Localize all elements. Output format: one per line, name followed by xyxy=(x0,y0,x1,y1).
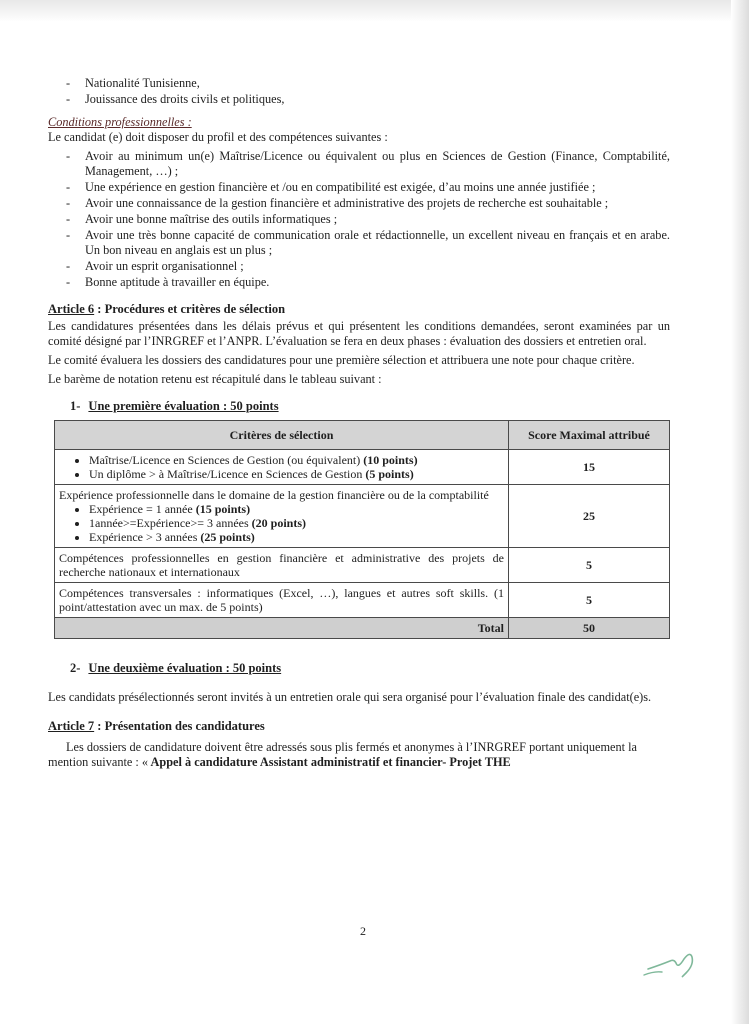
handwritten-initials-icon xyxy=(640,945,704,985)
score-cell: 25 xyxy=(509,485,670,548)
document-page xyxy=(48,76,670,774)
first-evaluation-title xyxy=(70,399,670,414)
second-evaluation-label: Une deuxième évaluation : 50 points xyxy=(88,661,282,675)
criteria-intro: Expérience professionnelle dans le domaine de la gestion financière ou de la comptabilité xyxy=(59,488,489,502)
second-evaluation-number: 2- xyxy=(70,661,81,675)
list-item: - Une expérience en gestion financière et /ou en compatibilité est exigée, d’au moins une année justifiée ; xyxy=(48,180,670,195)
article-6-label: Article 6 xyxy=(48,302,95,316)
article-6-paragraph-2: Le comité évaluera les dossiers des candidatures pour une première sélection et attribuera une note pour chaque critère. xyxy=(48,353,635,367)
table-row xyxy=(55,548,670,583)
professional-intro: Le candidat (e) doit disposer du profil et des compétences suivantes : xyxy=(48,130,388,144)
total-value: 50 xyxy=(509,618,670,639)
professional-requirements-list xyxy=(48,149,670,290)
criteria-cell xyxy=(55,450,509,485)
table-row xyxy=(55,583,670,618)
criteria-cell xyxy=(55,485,509,548)
selection-criteria-table xyxy=(54,420,670,639)
criteria-bullet: • 1année>=Expérience>= 3 années (20 points) xyxy=(89,516,504,530)
first-evaluation-label: Une première évaluation : 50 points xyxy=(88,399,279,413)
page-number: 2 xyxy=(360,924,366,938)
professional-conditions-heading: Conditions professionnelles : xyxy=(48,115,192,129)
article-6-title: : Procédures et critères de sélection xyxy=(94,302,286,316)
score-cell: 5 xyxy=(509,583,670,618)
total-label: Total xyxy=(55,618,509,639)
first-evaluation-number: 1- xyxy=(70,399,81,413)
table-header-row xyxy=(55,421,670,450)
list-item: - Avoir un esprit organisationnel ; xyxy=(48,259,670,274)
table-row xyxy=(55,485,670,548)
eligibility-list xyxy=(48,76,670,107)
article-7-title: : Présentation des candidatures xyxy=(94,719,265,733)
criteria-bullets xyxy=(59,453,504,481)
article-7-text: Les dossiers de candidature doivent être adressés sous plis fermés et anonymes à l’INRGREF portant uniquement la mention suivante : « Appel à candidature Assistant administratif et financier- Projet THE xyxy=(48,740,637,769)
table-row xyxy=(55,450,670,485)
list-item: - Avoir une très bonne capacité de communication orale et rédactionnelle, un excellent niveau en français et en arabe. Un bon niveau en anglais est un plus ; xyxy=(48,228,670,258)
list-item: - Nationalité Tunisienne, xyxy=(48,76,670,91)
score-cell: 15 xyxy=(509,450,670,485)
article-6-paragraph-1: Les candidatures présentées dans les délais prévus et qui présentent les conditions demandées, seront examinées par un comité désigné par l’INRGREF et l’ANPR. L’évaluation se fera en deux phases : évaluation des dossiers et entretien oral. xyxy=(48,319,670,348)
article-6-heading xyxy=(48,302,670,317)
criteria-bullet: • Maîtrise/Licence en Sciences de Gestion (ou équivalent) (10 points) xyxy=(89,453,504,467)
second-evaluation-text: Les candidats présélectionnés seront invités à un entretien orale qui sera organisé pour l’évaluation finale des candidat(e)s. xyxy=(48,690,652,704)
criteria-bullet: • Expérience = 1 année (15 points) xyxy=(89,502,504,516)
list-item: - Jouissance des droits civils et politiques, xyxy=(48,92,670,107)
criteria-bullet: • Expérience > 3 années (25 points) xyxy=(89,530,504,544)
list-item: - Bonne aptitude à travailler en équipe. xyxy=(48,275,670,290)
second-evaluation-title xyxy=(70,661,670,676)
score-cell: 5 xyxy=(509,548,670,583)
criteria-cell: Compétences professionnelles en gestion financière et administrative des projets de recherche nationaux et internationaux xyxy=(55,548,509,583)
article-6-paragraph-3: Le barème de notation retenu est récapitulé dans le tableau suivant : xyxy=(48,372,382,386)
table-total-row xyxy=(55,618,670,639)
scan-shadow-top xyxy=(0,0,749,22)
criteria-column-header: Critères de sélection xyxy=(55,421,509,450)
criteria-bullets xyxy=(59,502,504,544)
criteria-cell: Compétences transversales : informatiques (Excel, …), langues et autres soft skills. (1 point/attestation avec un max. de 5 points) xyxy=(55,583,509,618)
list-item: - Avoir une bonne maîtrise des outils informatiques ; xyxy=(48,212,670,227)
scan-shadow-right xyxy=(731,0,749,1024)
article-7-label: Article 7 xyxy=(48,719,95,733)
score-column-header: Score Maximal attribué xyxy=(509,421,670,450)
list-item: - Avoir une connaissance de la gestion financière et administrative des projets de recherche est souhaitable ; xyxy=(48,196,670,211)
list-item: - Avoir au minimum un(e) Maîtrise/Licence ou équivalent ou plus en Sciences de Gestion (Finance, Comptabilité, Management, …) ; xyxy=(48,149,670,179)
article-7-heading xyxy=(48,719,670,734)
criteria-bullet: • Un diplôme > à Maîtrise/Licence en Sciences de Gestion (5 points) xyxy=(89,467,504,481)
